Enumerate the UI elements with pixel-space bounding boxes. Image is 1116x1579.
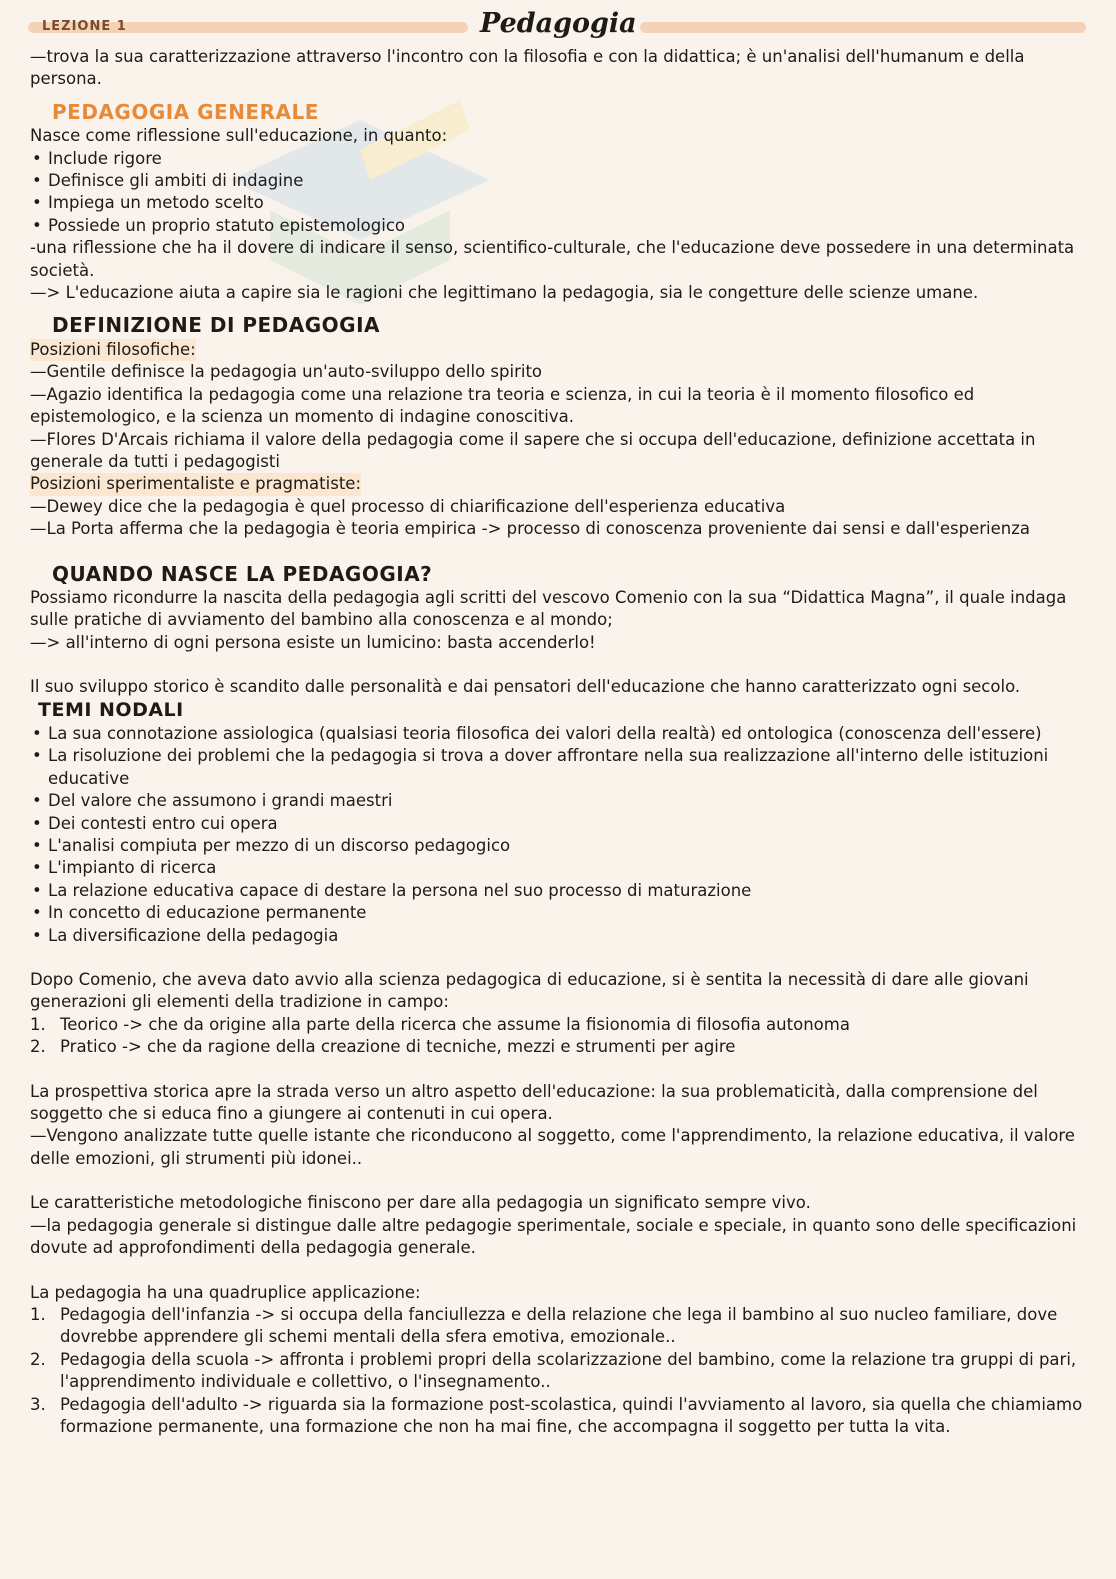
heading-temi-nodali: TEMI NODALI — [38, 698, 184, 721]
list-item: 1. Teorico -> che da origine alla parte della ricerca che assume la fisionomia di filosofia autonoma — [30, 1014, 850, 1034]
temi-bullet-list — [30, 723, 1086, 947]
list-item: • Definisce gli ambiti di indagine — [48, 170, 1086, 192]
list-item: • La risoluzione dei problemi che la pedagogia si trova a dover affrontare nella sua realizzazione all'interno delle istituzioni educative — [48, 745, 1086, 790]
list-item: • Include rigore — [48, 148, 1086, 170]
list-item: • In concetto di educazione permanente — [48, 902, 1086, 924]
page-title: Pedagogia — [480, 8, 637, 39]
filosofiche-item: —Flores D'Arcais richiama il valore della pedagogia come il sapere che si occupa dell'educazione, definizione accettata in generale da tutti i pedagogisti — [30, 429, 1036, 471]
header-bar-right — [640, 22, 1086, 33]
list-item: • Impiega un metodo scelto — [48, 192, 1086, 214]
sperimentaliste-label: Posizioni sperimentaliste e pragmatiste: — [30, 473, 361, 495]
pg-paragraph-1: -una riflessione che ha il dovere di indicare il senso, scientifico-culturale, che l'educazione deve possedere in una determinata società. — [30, 238, 1075, 280]
list-item: • L'analisi compiuta per mezzo di un discorso pedagogico — [48, 835, 1086, 857]
list-item: 1. Pedagogia dell'infanzia -> si occupa della fanciullezza e della relazione che lega il bambino al suo nucleo familiare, dove dovrebbe apprendere gli schemi mentali della sfera emotiva, emozionale.. — [30, 1304, 1058, 1347]
sperimentaliste-item: —La Porta afferma che la pedagogia è teoria empirica -> processo di conoscenza proveniente dai sensi e dall'esperienza — [30, 519, 1030, 539]
prospettiva-paragraph-1: La prospettiva storica apre la strada verso un altro aspetto dell'educazione: la sua problematicità, dalla comprensione del soggetto che si educa fino a giungere ai contenuti in cui opera. — [30, 1081, 1038, 1124]
dopo-numbered-list — [30, 1014, 1086, 1059]
list-item: 2. Pedagogia della scuola -> affronta i problemi propri della scolarizzazione del bambino, come la relazione tra gruppi di pari, l'apprendimento individuale e collettivo, o l'insegnamento.. — [30, 1349, 1077, 1392]
list-item: 3. Pedagogia dell'adulto -> riguarda sia la formazione post-scolastica, quindi l'avviamento al lavoro, sia quella che chiamiamo formazione permanente, una formazione che non ha mai fine, che accompagna il soggetto per tutta la vita. — [30, 1394, 1083, 1436]
list-item: • Del valore che assumono i grandi maestri — [48, 790, 1086, 812]
dopo-paragraph: Dopo Comenio, che aveva dato avvio alla scienza pedagogica di educazione, si è sentita la necessità di dare alle giovani generazioni gli elementi della tradizione in campo: — [30, 970, 1029, 1012]
list-item: • L'impianto di ricerca — [48, 857, 1086, 879]
page-header — [28, 10, 1086, 44]
filosofiche-label: Posizioni filosofiche: — [30, 339, 196, 361]
list-item: • La sua connotazione assiologica (qualsiasi teoria filosofica dei valori della realtà) ed ontologica (conoscenza dell'essere) — [48, 723, 1086, 745]
heading-quando: QUANDO NASCE LA PEDAGOGIA? — [52, 561, 433, 586]
quando-paragraph-3: Il suo sviluppo storico è scandito dalle personalità e dai pensatori dell'educazione che hanno caratterizzato ogni secolo. — [30, 677, 1021, 697]
list-item: • La relazione educativa capace di destare la persona nel suo processo di maturazione — [48, 880, 1086, 902]
pg-lead: Nasce come riflessione sull'educazione, in quanto: — [30, 126, 448, 146]
lesson-label: LEZIONE 1 — [42, 19, 127, 34]
filosofiche-item: —Agazio identifica la pedagogia come una relazione tra teoria e scienza, in cui la teoria è il momento filosofico ed epistemologico, e la scienza un momento di indagine conoscitiva. — [30, 384, 975, 427]
document-body — [30, 46, 1086, 1438]
list-item: • Dei contesti entro cui opera — [48, 813, 1086, 835]
list-item: 2. Pratico -> che da ragione della creazione di tecniche, mezzi e strumenti per agire — [30, 1037, 736, 1057]
filosofiche-item: —Gentile definisce la pedagogia un'auto-sviluppo dello spirito — [30, 362, 543, 382]
applicazione-numbered-list — [30, 1304, 1086, 1438]
heading-pedagogia-generale: PEDAGOGIA GENERALE — [52, 99, 319, 124]
sperimentaliste-item: —Dewey dice che la pedagogia è quel processo di chiarificazione dell'esperienza educativa — [30, 496, 786, 516]
quando-paragraph-1: Possiamo ricondurre la nascita della pedagogia agli scritti del vescovo Comenio con la sua “Didattica Magna”, il quale indaga sulle pratiche di avviamento del bambino alla conoscenza e al mondo; — [30, 587, 1067, 630]
prospettiva-paragraph-2: —Vengono analizzate tutte quelle istante che riconducono al soggetto, come l'apprendimento, la relazione educativa, il valore delle emozioni, gli strumenti più idonei.. — [30, 1126, 1075, 1168]
metodologiche-paragraph-1: Le caratteristiche metodologiche finiscono per dare alla pedagogia un significato sempre vivo. — [30, 1193, 811, 1213]
applicazione-lead: La pedagogia ha una quadruplice applicazione: — [30, 1282, 421, 1302]
list-item: • La diversificazione della pedagogia — [48, 925, 1086, 947]
heading-definizione: DEFINIZIONE DI PEDAGOGIA — [52, 313, 381, 338]
pg-bullet-list — [30, 148, 1086, 238]
quando-paragraph-2: —> all'interno di ogni persona esiste un lumicino: basta accenderlo! — [30, 632, 596, 652]
intro-paragraph: —trova la sua caratterizzazione attraverso l'incontro con la filosofia e con la didattica; è un'analisi dell'humanum e della persona. — [30, 47, 1025, 89]
list-item: • Possiede un proprio statuto epistemologico — [48, 215, 1086, 237]
metodologiche-paragraph-2: —la pedagogia generale si distingue dalle altre pedagogie sperimentale, sociale e speciale, in quanto sono delle specificazioni dovute ad approfondimenti della pedagogia generale. — [30, 1215, 1077, 1258]
pg-paragraph-2: —> L'educazione aiuta a capire sia le ragioni che legittimano la pedagogia, sia le congetture delle scienze umane. — [30, 283, 979, 303]
